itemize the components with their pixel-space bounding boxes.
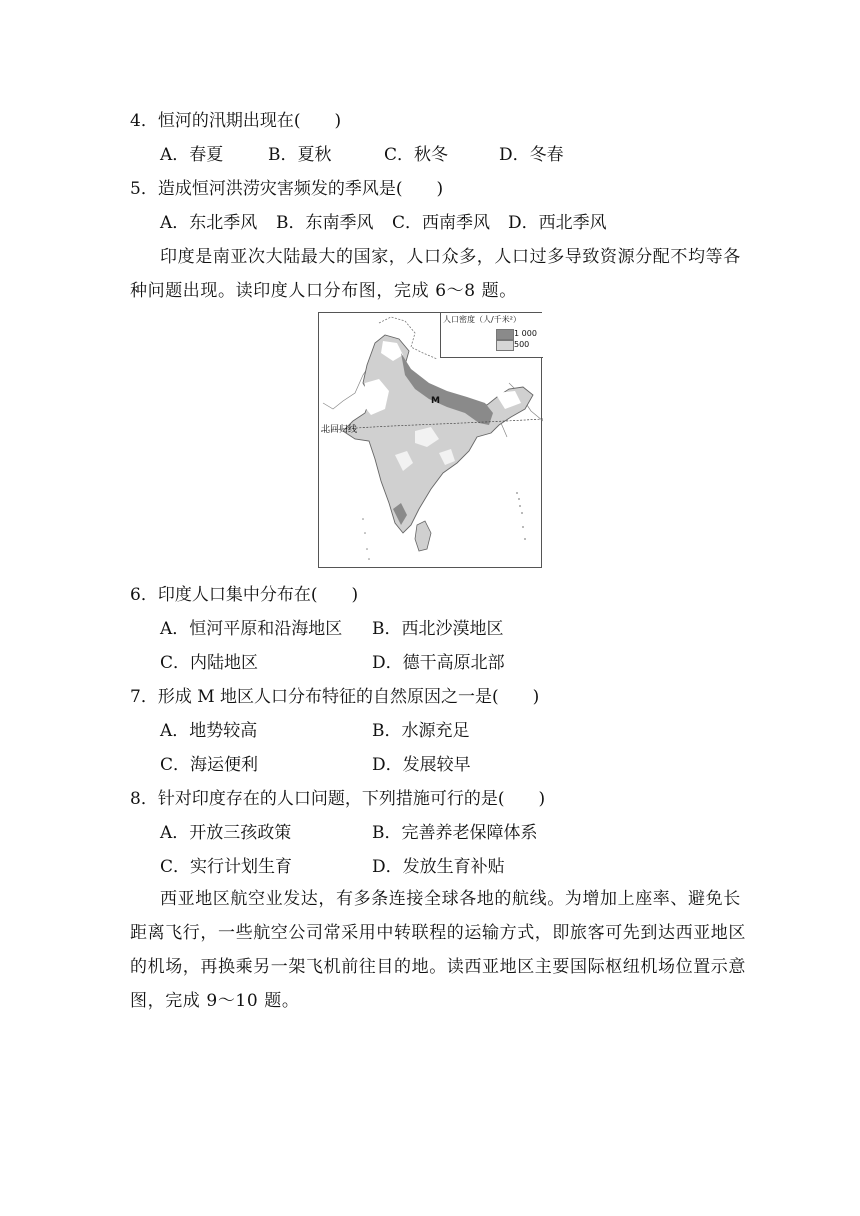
question-5-option-b: B．东南季风 [276,213,374,233]
intro-india-line-2: 种问题出现。读印度人口分布图，完成 6～8 题。 [130,281,517,301]
question-6-option-d: D．德干高原北部 [372,653,505,673]
question-7-stem: 7．形成 M 地区人口分布特征的自然原因之一是( ) [130,687,540,707]
intro-westasia-line-2: 距离飞行，一些航空公司常采用中转联程的运输方式，即旅客可先到达西亚地区 [130,923,746,943]
legend-swatch-500 [496,340,514,351]
legend-label-1000: 1 000 [514,329,537,338]
legend-swatch-1000 [496,329,514,340]
question-5-option-a: A．东北季风 [160,213,258,233]
question-4-option-d: D．冬春 [499,145,564,165]
island-dots [362,492,526,560]
question-6-option-a: A．恒河平原和沿海地区 [160,619,343,639]
map-legend [440,313,543,358]
question-7-option-d: D．发展较早 [372,755,471,775]
question-8-option-a: A．开放三孩政策 [160,823,292,843]
question-6-option-c: C．内陆地区 [160,653,259,673]
intro-westasia-line-1: 西亚地区航空业发达，有多条连接全球各地的航线。为增加上座率、避免长 [160,889,741,909]
question-4-stem: 4．恒河的汛期出现在( ) [130,111,342,131]
map-label-tropic: 北回归线 [321,425,358,435]
intro-westasia-line-3: 的机场，再换乘另一架飞机前往目的地。读西亚地区主要国际枢纽机场位置示意 [130,957,746,977]
question-5-option-c: C．西南季风 [392,213,491,233]
question-4-option-a: A．春夏 [160,145,224,165]
question-6-stem: 6．印度人口集中分布在( ) [130,585,359,605]
legend-label-500: 500 [514,340,530,349]
question-7-option-c: C．海运便利 [160,755,259,775]
question-7-option-a: A．地势较高 [160,721,258,741]
question-8-option-d: D．发放生育补贴 [372,857,505,877]
question-5-stem: 5．造成恒河洪涝灾害频发的季风是( ) [130,179,444,199]
question-4-option-c: C．秋冬 [384,145,449,165]
question-7-option-b: B．水源充足 [372,721,470,741]
question-6-option-b: B．西北沙漠地区 [372,619,504,639]
question-8-option-c: C．实行计划生育 [160,857,293,877]
question-4-option-b: B．夏秋 [268,145,332,165]
map-label-m: M [431,396,440,406]
sri-lanka [415,521,431,551]
question-8-option-b: B．完善养老保障体系 [372,823,538,843]
legend-title: 人口密度（人/千米²） [443,315,521,324]
india-population-map [318,312,542,568]
intro-westasia-line-4: 图，完成 9～10 题。 [130,991,300,1011]
question-5-option-d: D．西北季风 [508,213,607,233]
intro-india-line-1: 印度是南亚次大陆最大的国家，人口众多，人口过多导致资源分配不均等各 [160,247,741,267]
question-8-stem: 8．针对印度存在的人口问题，下列措施可行的是( ) [130,789,546,809]
india-outline [343,335,533,533]
